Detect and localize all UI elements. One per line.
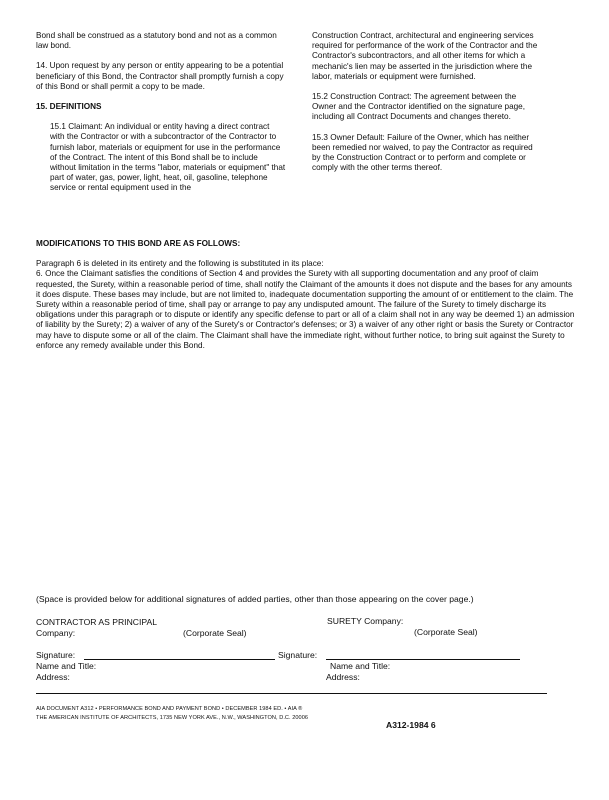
definitions-heading: 15. DEFINITIONS (36, 102, 102, 112)
right-column (312, 31, 542, 173)
address-line[interactable] (36, 693, 547, 694)
document-page-number: A312-1984 6 (386, 720, 436, 730)
left-column (36, 31, 286, 194)
modifications-body: 6. Once the Claimant satisfies the conditions of Section 4 and provides the Surety with all supporting documentation and any proof of claim requested, the Surety, within a reasonable period of time, shall notify the Claimant of the amounts it does not dispute and the bases for any amounts it does dispute. These bases may include, but are not limited to, inadequate documentation supporting the amount of or entitlement to the claim. The Surety within a reasonable period of time, shall pay or arrange to pay any undisputed amount. The failure of the Surety to timely discharge its obligations under this paragraph or to dispute or identify any specific defense to part or all of a claim shall not in any way be deemed 1) an admission of liability by the Surety; 2) a waiver of any of the Surety's or Contractor's defenses; or 3) a waiver of any other right or basis the Surety or Contractor may have to dispute some or all of the claim. The Claimant shall have the immediate right, without further notice, to bring suit against the Surety to enforce any remedy available under this Bond. (36, 269, 575, 350)
modifications-heading: MODIFICATIONS TO THIS BOND ARE AS FOLLOWS: (36, 239, 241, 248)
contractor-company-label: Company: (36, 628, 76, 638)
modifications-intro: Paragraph 6 is deleted in its entirety and the following is substituted in its place: (36, 259, 324, 269)
document-footer (36, 705, 576, 723)
surety-company-label: SURETY Company: (327, 616, 404, 626)
statutory-bond-paragraph: Bond shall be construed as a statutory bond and not as a common law bond. (36, 31, 277, 51)
contractor-corporate-seal: (Corporate Seal) (183, 628, 247, 638)
surety-name-title-label: Name and Title: (330, 661, 391, 671)
paragraph-14: 14. Upon request by any person or entity appearing to be a potential beneficiary of this Bond, the Contractor shall promptly furnish a copy of this Bond or shall permit a copy to be made. (36, 61, 284, 91)
contractor-heading: CONTRACTOR AS PRINCIPAL (36, 617, 157, 627)
surety-signature-label: Signature: (278, 650, 318, 660)
footer-document-title: AIA DOCUMENT A312 • PERFORMANCE BOND AND PAYMENT BOND • DECEMBER 1984 ED. • AIA ® (36, 706, 303, 712)
contractor-address-label: Address: (36, 672, 70, 682)
surety-address-label: Address: (326, 672, 360, 682)
footer-publisher-address: THE AMERICAN INSTITUTE OF ARCHITECTS, 1735 NEW YORK AVE., N.W., WASHINGTON, D.C. 20006 (36, 715, 309, 721)
modifications-section (36, 239, 576, 351)
contractor-signature-line[interactable] (84, 659, 275, 660)
contractor-signature-label: Signature: (36, 650, 76, 660)
paragraph-15-1-continued: Construction Contract, architectural and engineering services required for performance of the work of the Contractor and the Contractor's subcontractors, and all other items for which a mechanic's lien may be asserted in the jurisdiction where the labor, materials or equipment were furnished. (312, 31, 538, 81)
contractor-name-title-label: Name and Title: (36, 661, 97, 671)
paragraph-15-1: 15.1 Claimant: An individual or entity having a direct contract with the Contractor or with a subcontractor of the Contractor to furnish labor, materials or equipment for use in the performance of the Contract. The intent of this Bond shall be to include without limitation in the terms "labor, materials or equipment" that part of water, gas, power, light, heat, oil, gasoline, telephone service or rental equipment used in the (50, 122, 286, 193)
paragraph-15-3: 15.3 Owner Default: Failure of the Owner, which has neither been remedied nor waived, to pay the Contractor as required by the Construction Contract or to perform and complete or comply with the other terms thereof. (312, 132, 533, 173)
signature-note: (Space is provided below for additional signatures of added parties, other than those appearing on the cover page.) (36, 594, 474, 604)
paragraph-15-2: 15.2 Construction Contract: The agreement between the Owner and the Contractor identified on the signature page, including all Contract Documents and changes thereto. (312, 92, 526, 122)
surety-signature-line[interactable] (326, 659, 520, 660)
surety-corporate-seal: (Corporate Seal) (414, 627, 478, 637)
